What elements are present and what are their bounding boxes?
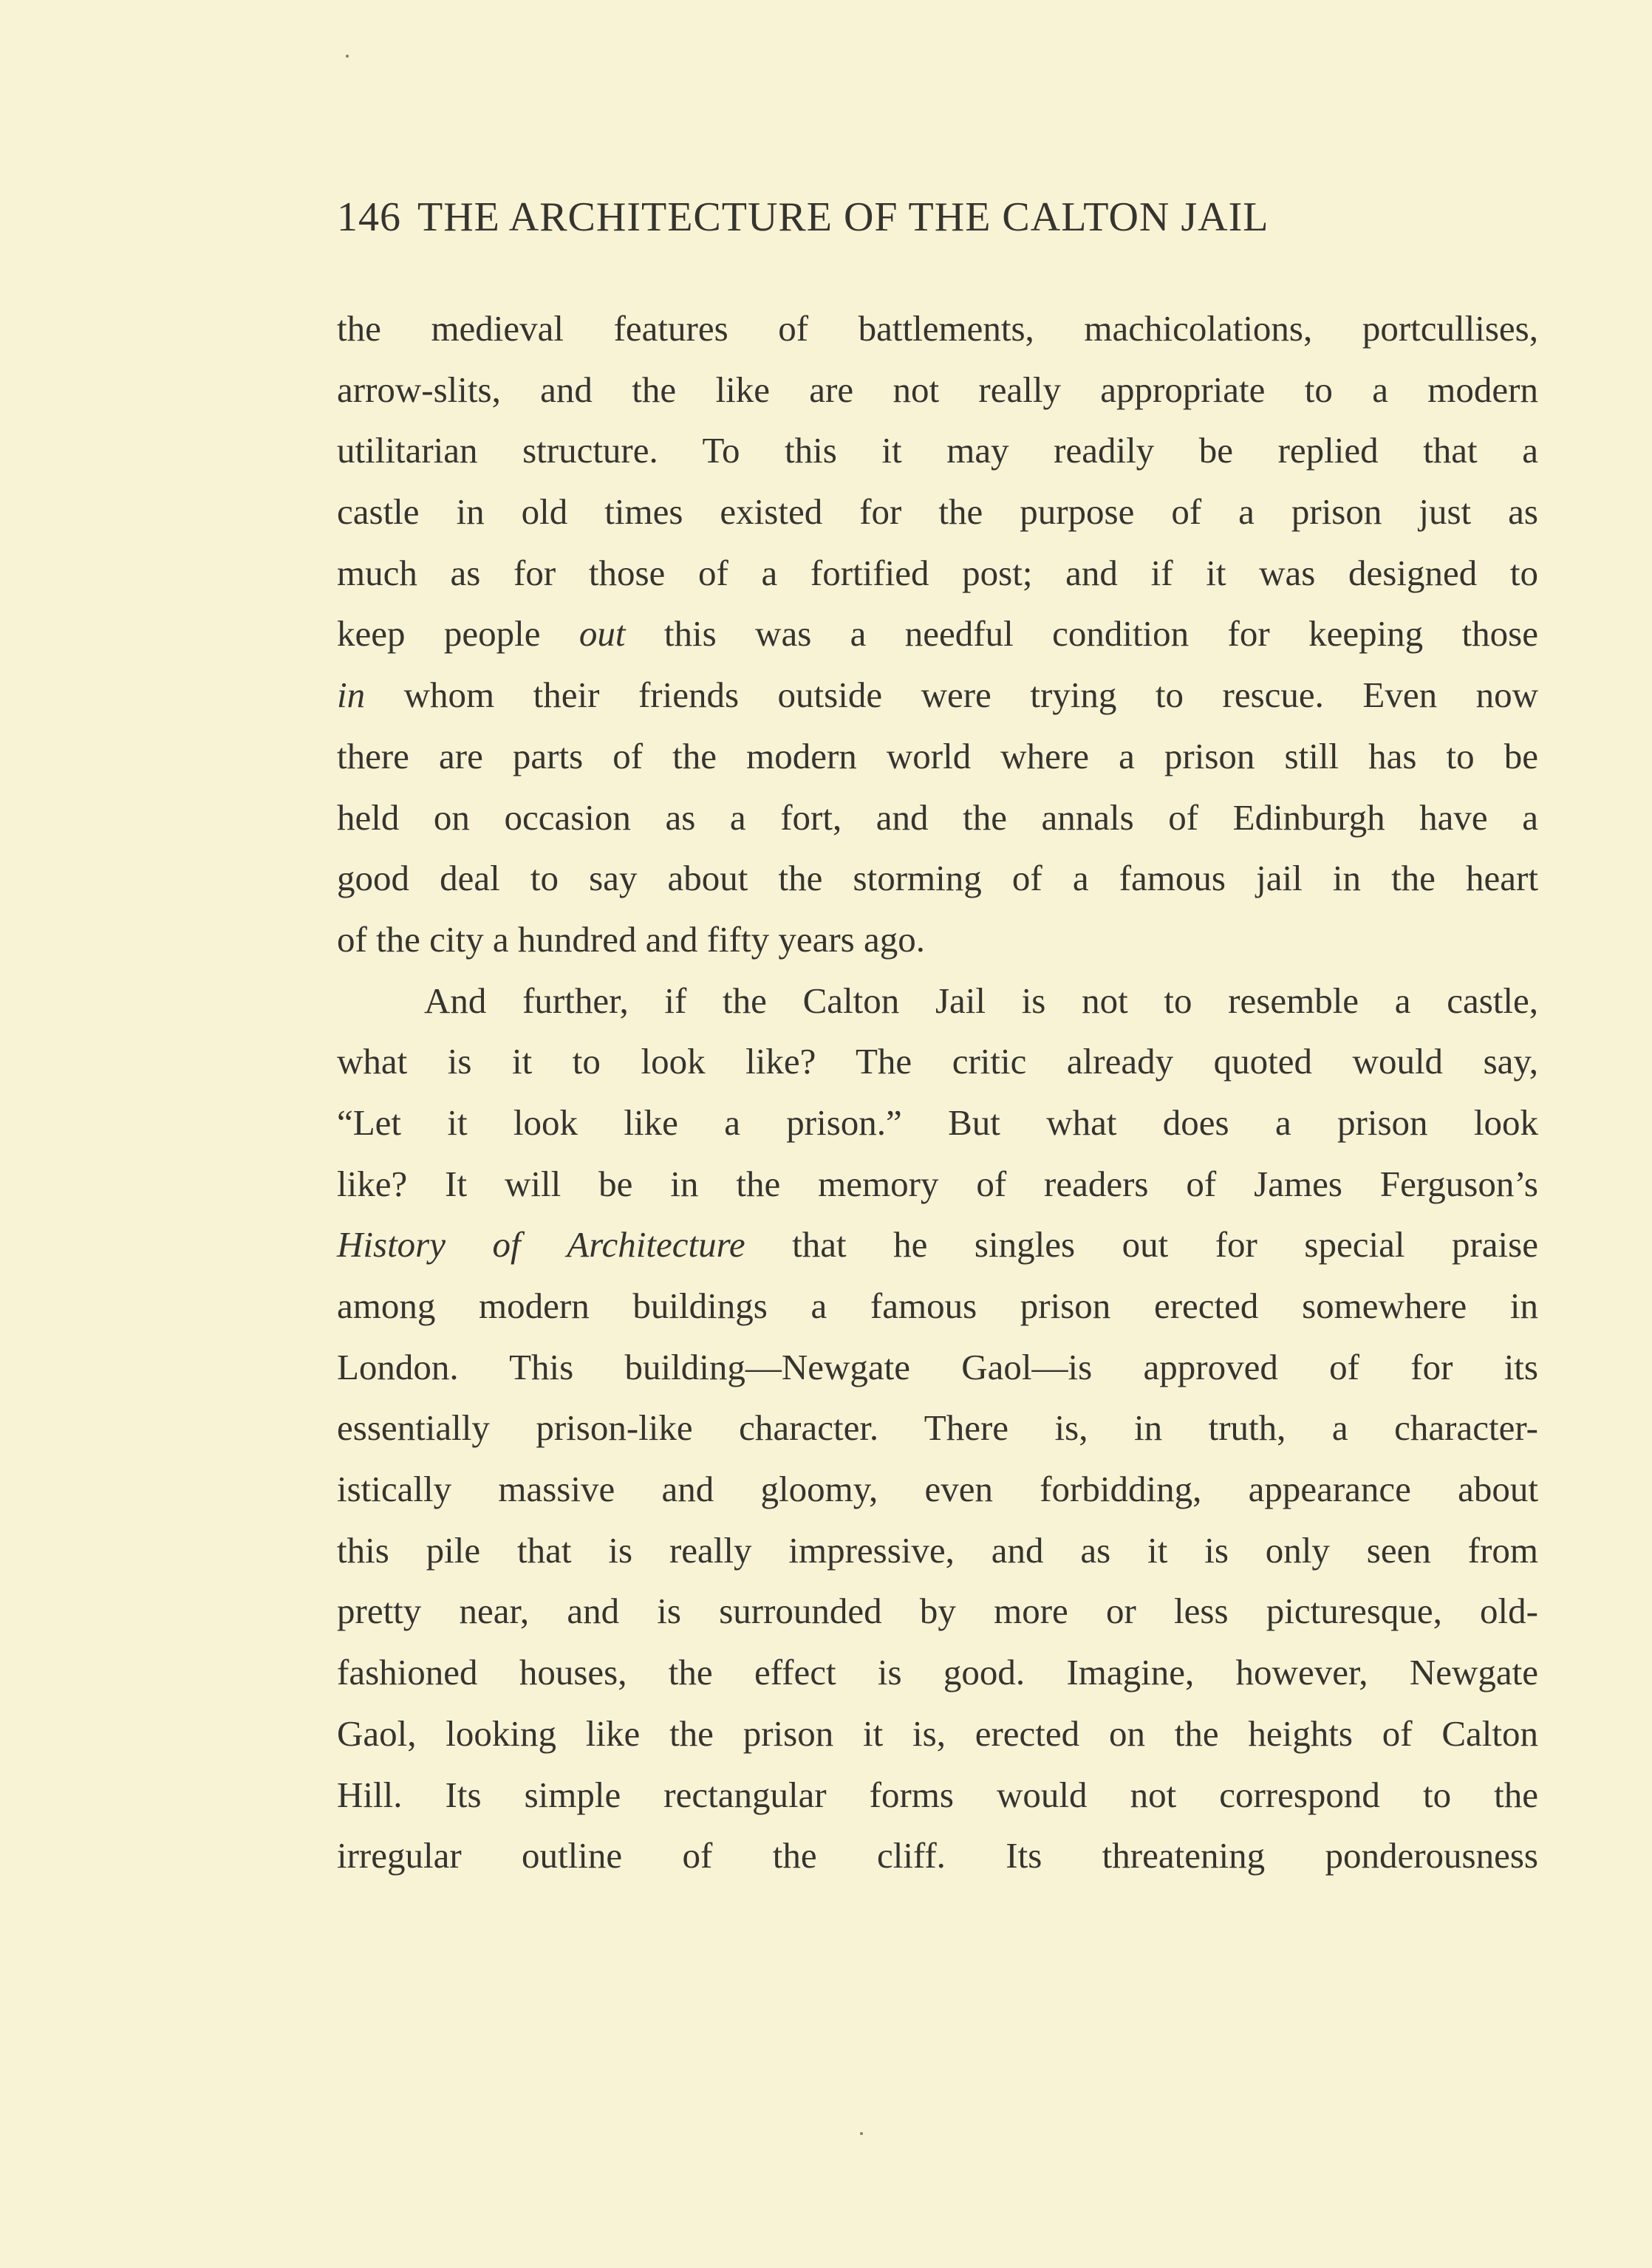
text-line xyxy=(337,1337,1538,1398)
text-segment: much as for those of a fortified post; and if it was designed to xyxy=(337,552,1538,593)
text-segment: there are parts of the modern world where a prison still has to be xyxy=(337,735,1538,776)
text-line xyxy=(337,1093,1538,1154)
text-line xyxy=(337,971,1538,1032)
italic-text: in xyxy=(337,674,366,716)
text-line xyxy=(337,788,1538,849)
text-segment: what is it to look like? The critic already quoted would say, xyxy=(337,1041,1538,1082)
text-line xyxy=(337,1459,1538,1520)
text-segment: this pile that is really impressive, and as it is only seen from xyxy=(337,1529,1538,1571)
text-line xyxy=(337,1704,1538,1765)
paper-speck xyxy=(346,55,349,58)
text-segment: the medieval features of battlements, machicolations, portcullises, xyxy=(337,308,1538,349)
text-line xyxy=(337,1825,1538,1887)
text-line xyxy=(337,604,1538,665)
text-segment: fashioned houses, the effect is good. Imagine, however, Newgate xyxy=(337,1652,1538,1693)
text-line xyxy=(337,298,1538,360)
page-number: 146 xyxy=(337,194,401,240)
text-line xyxy=(337,482,1538,543)
text-segment: “Let it look like a prison.” But what does a prison look xyxy=(337,1101,1538,1143)
text-segment: irregular outline of the cliff. Its threatening ponderousness xyxy=(337,1835,1538,1876)
text-line xyxy=(337,1642,1538,1704)
text-segment: essentially prison-like character. There is, in truth, a character- xyxy=(337,1407,1538,1449)
text-line xyxy=(337,1520,1538,1582)
text-segment: London. This building—Newgate Gaol—is approved of for its xyxy=(337,1346,1538,1387)
running-title: THE ARCHITECTURE OF THE CALTON JAIL xyxy=(417,194,1269,240)
text-segment: Hill. Its simple rectangular forms would not correspond to the xyxy=(337,1774,1538,1815)
text-line xyxy=(337,1154,1538,1215)
text-segment: utilitarian structure. To this it may readily be replied that a xyxy=(337,430,1538,471)
paper-speck xyxy=(860,2132,863,2135)
text-line xyxy=(337,909,1538,971)
text-line xyxy=(337,1276,1538,1337)
text-line xyxy=(337,1031,1538,1093)
text-line xyxy=(337,1581,1538,1642)
text-segment: Gaol, looking like the prison it is, erected on the heights of Calton xyxy=(337,1712,1538,1754)
text-segment: istically massive and gloomy, even forbidding, appearance about xyxy=(337,1469,1538,1510)
text-segment: arrow-slits, and the like are not really appropriate to a modern xyxy=(337,369,1538,410)
text-segment: among modern buildings a famous prison erected somewhere in xyxy=(337,1285,1538,1326)
italic-text: History of Architecture xyxy=(337,1224,745,1265)
text-segment: that he singles out for special praise xyxy=(745,1224,1538,1265)
text-segment: this was a needful condition for keeping those xyxy=(625,613,1538,655)
text-line xyxy=(337,726,1538,788)
text-segment: held on occasion as a fort, and the annals of Edinburgh have a xyxy=(337,796,1538,838)
text-segment: good deal to say about the storming of a famous jail in the heart xyxy=(337,858,1538,899)
text-line xyxy=(337,848,1538,909)
text-line xyxy=(337,543,1538,604)
text-segment: whom their friends outside were trying to rescue. Even now xyxy=(365,674,1538,716)
text-line xyxy=(337,1398,1538,1459)
text-line xyxy=(337,360,1538,421)
running-header xyxy=(337,194,1478,241)
text-line xyxy=(337,665,1538,726)
italic-text: out xyxy=(578,613,626,655)
text-line xyxy=(337,1765,1538,1826)
text-segment: And further, if the Calton Jail is not to resemble a castle, xyxy=(424,980,1538,1021)
text-segment: of the city a hundred and fifty years ago. xyxy=(337,918,925,960)
body-text xyxy=(337,298,1538,1887)
text-segment: castle in old times existed for the purpose of a prison just as xyxy=(337,491,1538,533)
text-line xyxy=(337,1215,1538,1276)
text-segment: pretty near, and is surrounded by more or less picturesque, old- xyxy=(337,1591,1538,1632)
text-segment: like? It will be in the memory of readers of James Ferguson’s xyxy=(337,1163,1538,1204)
text-line xyxy=(337,420,1538,482)
text-segment: keep people xyxy=(337,613,579,655)
